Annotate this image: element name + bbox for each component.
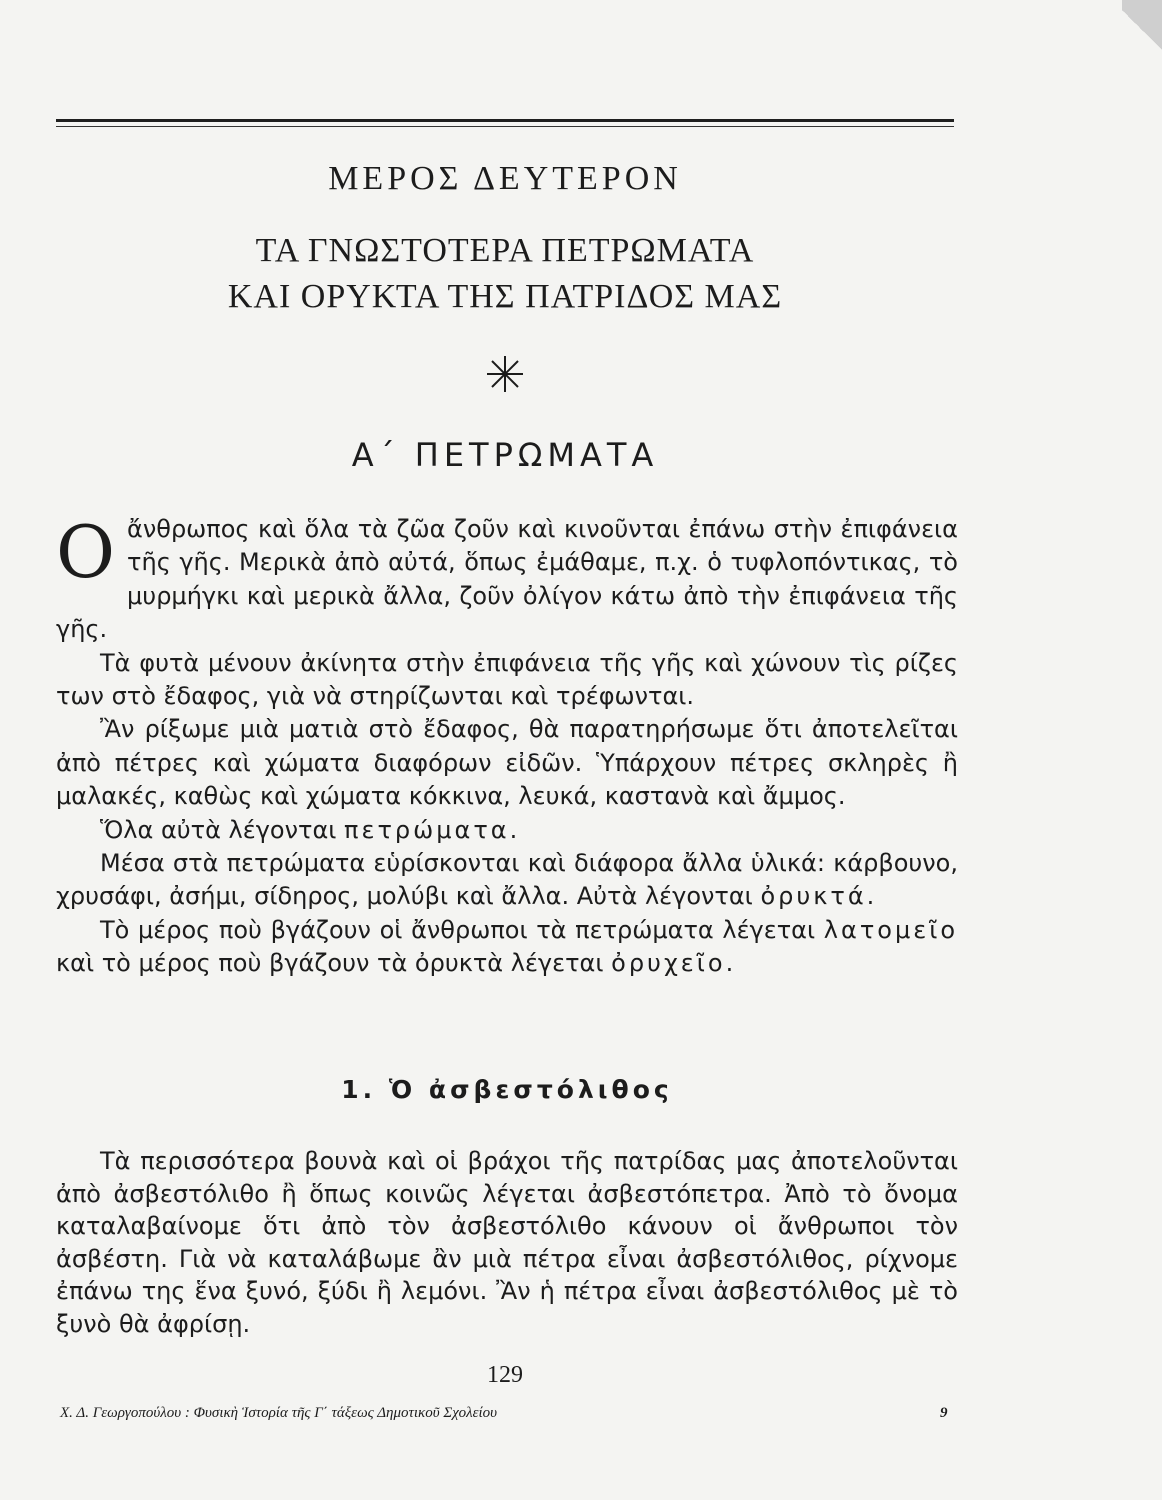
p4-text: Ὅλα αὐτὰ λέγονται [100, 815, 337, 844]
intro-text [56, 510, 958, 981]
subsection-text [56, 1145, 958, 1340]
page-corner-shadow [1122, 0, 1162, 60]
term-latomeio: λατομεῖο [823, 915, 958, 944]
footer-citation: Χ. Δ. Γεωργοπούλου : Φυσικὴ Ἱστορία τῆς Γ΄ τάξεως Δημοτικοῦ Σχολείου [60, 1405, 498, 1421]
p5-text: Μέσα στὰ πετρώματα εὑρίσκονται καὶ διάφορα ἄλλα ὑλικά: κάρβουνο, χρυσάφι, ἀσήμι, σίδηρος, μολύβι καὶ ἄλλα. Αὐτὰ λέγονται [56, 849, 958, 911]
main-title [56, 228, 954, 320]
subsection-paragraph-1: Τὰ περισσότερα βουνὰ καὶ οἱ βράχοι τῆς πατρίδας μας ἀποτελοῦνται ἀπὸ ἀσβεστόλιθο ἢ ὅπως κοινῶς λέγεται ἀσβεστόπετρα. Ἀπὸ τὸ ὄνομα καταλαβαίνομε ὅτι ἀπὸ τὸν ἀσβεστόλιθο κάνουν οἱ ἄνθρωποι τὸν ἀσβέστη. Γιὰ νὰ καταλάβωμε ἂν μιὰ πέτρα εἶναι ἀσβεστόλιθος, ρίχνομε ἐπάνω της ἕνα ξυνό, ξύδι ἢ λεμόνι. Ἂν ἡ πέτρα εἶναι ἀσβεστόλιθος μὲ τὸ ξυνὸ θὰ ἀφρίσῃ. [56, 1147, 958, 1338]
top-rule-thin [56, 126, 954, 127]
page-number: 129 [487, 1362, 523, 1388]
intro-paragraph-6 [56, 914, 958, 981]
intro-paragraph-1 [56, 510, 958, 647]
intro-paragraph-3: Ἂν ρίξωμε μιὰ ματιὰ στὸ ἔδαφος, θὰ παρατηρήσωμε ὅτι ἀποτελεῖται ἀπὸ πέτρες καὶ χώματα διαφόρων εἰδῶν. Ὑπάρχουν πέτρες σκληρὲς ἢ μαλακές, καθὼς καὶ χώματα κόκκινα, λευκά, καστανὰ καὶ ἄμμος. [56, 715, 958, 811]
signature-mark: 9 [940, 1405, 948, 1421]
term-petromata: πετρώματα. [344, 815, 521, 844]
dropcap: Ο [56, 510, 116, 594]
asterisk-ornament-icon [56, 354, 954, 401]
term-orycheio: ὀρυχεῖο. [611, 949, 737, 978]
main-title-line1: ΤΑ ΓΝΩΣΤΟΤΕΡΑ ΠΕΤΡΩΜΑΤΑ [255, 232, 755, 269]
top-rule-thick [56, 119, 954, 122]
section-title: Α΄ ΠΕΤΡΩΜΑΤΑ [351, 436, 659, 474]
term-orykta: ὀρυκτά. [760, 882, 878, 911]
intro-paragraph-2: Τὰ φυτὰ μένουν ἀκίνητα στὴν ἐπιφάνεια τῆς γῆς καὶ χώνουν τὶς ρίζες των στὸ ἔδαφος, γιὰ νὰ στηρίζωνται καὶ τρέφωνται. [56, 648, 958, 711]
part-title: ΜΕΡΟΣ ΔΕΥΤΕΡΟΝ [328, 160, 682, 197]
intro-paragraph-4 [56, 814, 958, 847]
subsection-title: 1. Ὁ ἀσβεστόλιθος [341, 1075, 673, 1104]
p6-text-mid: καὶ τὸ μέρος ποὺ βγάζουν τὰ ὀρυκτὰ λέγεται [56, 949, 604, 978]
p6-text-start: Τὸ μέρος ποὺ βγάζουν οἱ ἄνθρωποι τὰ πετρώματα λέγεται [100, 915, 816, 944]
main-title-line2: ΚΑΙ ΟΡΥΚΤΑ ΤΗΣ ΠΑΤΡΙΔΟΣ ΜΑΣ [227, 278, 783, 315]
intro-p1-text: ἄνθρωπος καὶ ὅλα τὰ ζῶα ζοῦν καὶ κινοῦνται ἐπάνω στὴν ἐπιφάνεια τῆς γῆς. Μερικὰ ἀπὸ αὐτά, ὅπως ἐμάθαμε, π.χ. ὁ τυφλοπόντικας, τὸ μυρμήγκι καὶ μερικὰ ἄλλα, ζοῦν ὀλίγον κάτω ἀπὸ τὴν ἐπιφάνεια τῆς γῆς. [56, 515, 958, 644]
intro-paragraph-5 [56, 847, 958, 914]
